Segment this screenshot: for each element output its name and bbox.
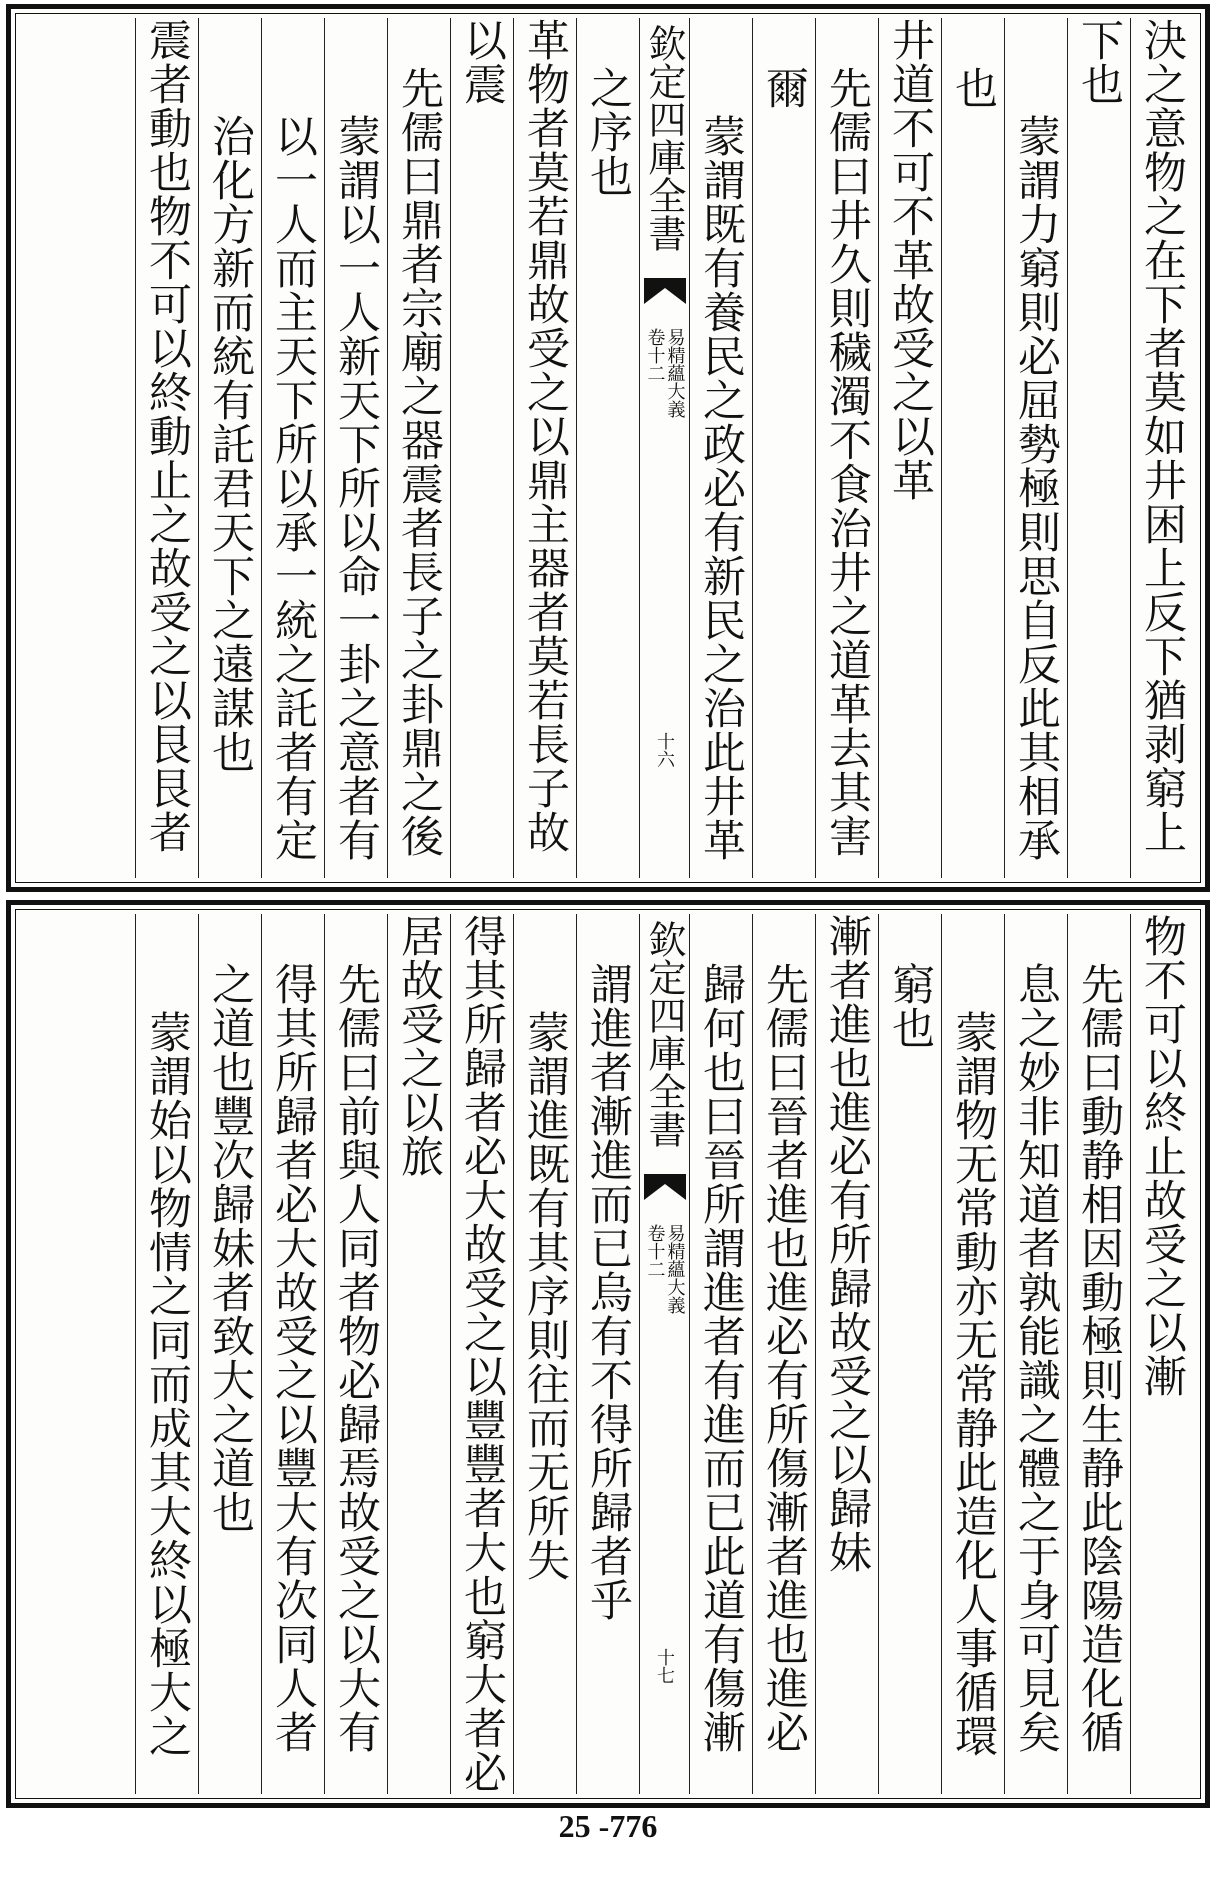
upper-book-page	[6, 4, 1210, 892]
text-column: 蒙謂物无常動亦无常静此造化人事循環	[941, 914, 1004, 1794]
fishtail-mark-icon	[644, 278, 686, 304]
folio-number: 十七	[654, 1648, 675, 1684]
text-column: 下也	[1067, 18, 1130, 878]
text-column: 歸何也曰晉所謂進者有進而已此道有傷漸	[689, 914, 752, 1794]
page-number: 25 -776	[558, 1808, 658, 1844]
text-column: 窮也	[878, 914, 941, 1794]
text-column: 得其所歸者必大故受之以豐大有次同人者	[261, 914, 324, 1794]
text-column: 爾	[752, 18, 815, 878]
chapter-label: 易精蘊大義 卷十二	[644, 1224, 686, 1314]
text-column: 先儒曰動静相因動極則生静此陰陽造化循	[1067, 914, 1130, 1794]
text-column: 之序也	[576, 18, 639, 878]
text-column: 蒙謂力窮則必屈勢極則思自反此其相承	[1004, 18, 1067, 878]
text-column: 以一人而主天下所以承一統之託者有定	[261, 18, 324, 878]
text-columns	[23, 914, 1193, 1794]
book-title: 欽定四庫全書	[642, 920, 686, 1148]
center-fold	[639, 914, 689, 1794]
text-column: 震者動也物不可以終動止之故受之以艮艮者	[135, 18, 198, 878]
text-column: 蒙謂進既有其序則往而无所失	[513, 914, 576, 1794]
text-column: 也	[941, 18, 1004, 878]
text-column: 蒙謂既有養民之政必有新民之治此井革	[689, 18, 752, 878]
text-column: 革物者莫若鼎故受之以鼎主器者莫若長子故	[513, 18, 576, 878]
text-column: 先儒曰井久則穢濁不食治井之道革去其害	[815, 18, 878, 878]
book-title: 欽定四庫全書	[642, 24, 686, 252]
text-column: 決之意物之在下者莫如井困上反下猶剥窮上	[1130, 18, 1193, 878]
chapter-label: 易精蘊大義 卷十二	[644, 328, 686, 418]
text-column: 以震	[450, 18, 513, 878]
text-column: 之道也豐次歸妹者致大之道也	[198, 914, 261, 1794]
text-column: 治化方新而統有託君天下之遠謀也	[198, 18, 261, 878]
text-column: 居故受之以旅	[387, 914, 450, 1794]
text-column: 漸者進也進必有所歸故受之以歸妹	[815, 914, 878, 1794]
text-column: 蒙謂以一人新天下所以命一卦之意者有	[324, 18, 387, 878]
text-column: 井道不可不革故受之以革	[878, 18, 941, 878]
text-column: 息之妙非知道者孰能識之體之于身可見矣	[1004, 914, 1067, 1794]
text-column: 先儒曰鼎者宗廟之器震者長子之卦鼎之後	[387, 18, 450, 878]
text-column: 先儒曰前與人同者物必歸焉故受之以大有	[324, 914, 387, 1794]
fishtail-mark-icon	[644, 1174, 686, 1200]
lower-book-page	[6, 900, 1210, 1808]
text-column: 先儒曰晉者進也進必有所傷漸者進也進必	[752, 914, 815, 1794]
text-column: 謂進者漸進而已烏有不得所歸者乎	[576, 914, 639, 1794]
center-fold	[639, 18, 689, 878]
text-column: 物不可以終止故受之以漸	[1130, 914, 1193, 1794]
folio-number: 十六	[654, 732, 675, 768]
text-columns	[23, 18, 1193, 878]
text-column: 蒙謂始以物情之同而成其大終以極大之	[135, 914, 198, 1794]
text-column: 得其所歸者必大故受之以豐豐者大也窮大者必	[450, 914, 513, 1794]
